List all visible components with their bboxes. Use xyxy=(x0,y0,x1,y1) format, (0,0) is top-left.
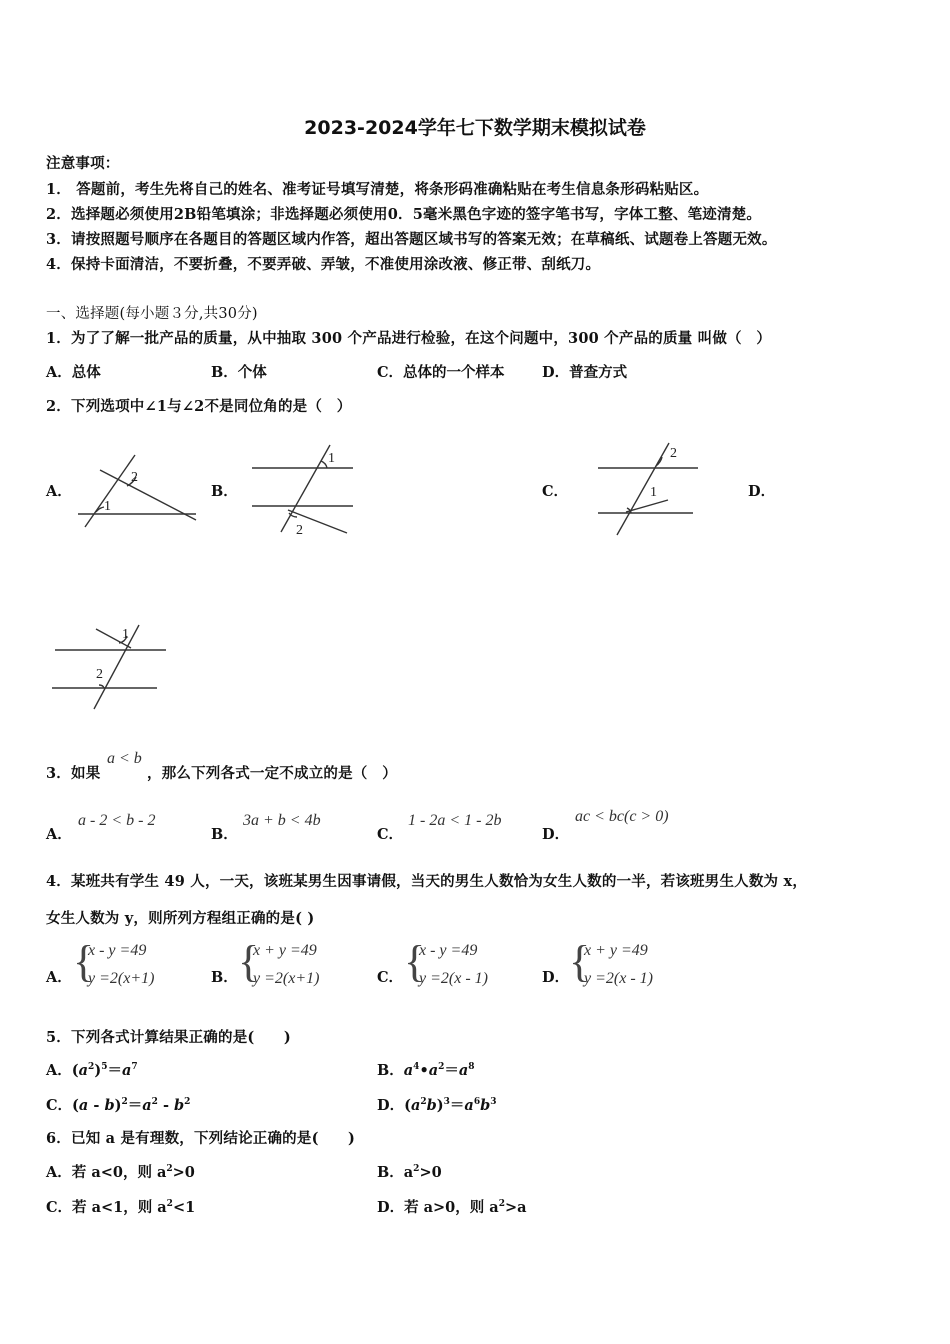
q4-c-eq1: x - y =49 xyxy=(419,942,478,959)
q3-option-b: 3a + b < 4b xyxy=(243,812,321,829)
q3-label-c: C． xyxy=(377,826,404,843)
q5-option-b: B．$a^4•a^2=a^8$ xyxy=(377,1062,475,1079)
q1-option-a: A．总体 xyxy=(46,364,101,381)
q4-a-eq2: y =2(x+1) xyxy=(88,970,155,987)
q2-label-a: A． xyxy=(46,483,72,500)
question-2-stem: 2．下列选项中∠1与∠2不是同位角的是（ ） xyxy=(46,398,352,415)
q1-option-c: C．总体的一个样本 xyxy=(377,364,505,381)
diagram-a-angle-1: 1 xyxy=(104,499,111,514)
q1-option-b: B．个体 xyxy=(211,364,267,381)
diagram-c-angle-2: 2 xyxy=(670,446,677,461)
q6-option-d: D．若 a>0，则 $a^2>a$ xyxy=(377,1199,527,1216)
q4-label-d: D． xyxy=(542,969,570,986)
q2-label-c: C． xyxy=(542,483,569,500)
q3-label-a: A． xyxy=(46,826,72,843)
q2-label-d: D． xyxy=(748,483,776,500)
question-3-stem-post: ，那么下列各式一定不成立的是（ ） xyxy=(147,765,397,782)
q3-option-a: a - 2 < b - 2 xyxy=(78,812,156,829)
q6-option-a: A．若 a<0，则 $a^2>0$ xyxy=(46,1164,195,1181)
q1-option-d: D．普查方式 xyxy=(542,364,628,381)
q3-label-d: D． xyxy=(542,826,570,843)
diagram-d xyxy=(52,625,166,709)
notice-heading: 注意事项： xyxy=(46,155,120,172)
q3-label-b: B． xyxy=(211,826,238,843)
q4-label-b: B． xyxy=(211,969,238,986)
q4-b-eq2: y =2(x+1) xyxy=(253,970,320,987)
q5-option-a: A．$(a^2)^5=a^7$ xyxy=(46,1062,138,1079)
q6-option-b: B．$a^2>0$ xyxy=(377,1164,442,1181)
page-title: 2023-2024学年七下数学期末模拟试卷 xyxy=(304,117,646,139)
q4-d-eq2: y =2(x - 1) xyxy=(584,970,653,987)
q4-label-c: C． xyxy=(377,969,404,986)
diagram-b-angle-1: 1 xyxy=(328,451,335,466)
question-6-stem: 6．已知 a 是有理数，下列结论正确的是( ) xyxy=(46,1130,356,1147)
q5-option-d: D．$(a^2b)^3=a^6b^3$ xyxy=(377,1097,497,1114)
notice-item: 1． 答题前，考生先将自己的姓名、准考证号填写清楚，将条形码准确粘贴在考生信息条形码粘贴区。 xyxy=(46,181,709,198)
notice-item: 2．选择题必须使用2B铅笔填涂；非选择题必须使用0．5毫米黑色字迹的签字笔书写，字体工整、笔迹清楚。 xyxy=(46,206,762,223)
question-1-stem: 1．为了了解一批产品的质量，从中抽取 300 个产品进行检验，在这个问题中，300 个产品的质量 叫做（ ） xyxy=(46,330,772,347)
diagram-b-angle-2: 2 xyxy=(296,523,303,538)
notice-item: 4．保持卡面清洁，不要折叠，不要弄破、弄皱，不准使用涂改液、修正带、刮纸刀。 xyxy=(46,256,601,273)
diagram-a-angle-2: 2 xyxy=(131,470,138,485)
question-3-stem-pre: 3．如果 xyxy=(46,765,101,782)
question-3-condition: a < b xyxy=(107,750,142,767)
question-4-stem-cont: 女生人数为 y，则所列方程组正确的是( ) xyxy=(46,910,315,927)
q6-option-c: C．若 a<1，则 $a^2<1$ xyxy=(46,1199,196,1216)
q4-b-eq1: x + y =49 xyxy=(253,942,317,959)
diagram-b xyxy=(252,445,353,533)
notice-item: 3．请按照题号顺序在各题目的答题区域内作答，超出答题区域书写的答案无效；在草稿纸、试题卷上答题无效。 xyxy=(46,231,777,248)
diagram-d-angle-2: 2 xyxy=(96,667,103,682)
q5-option-c: C．$(a - b)^2=a^2 - b^2$ xyxy=(46,1097,191,1114)
q3-option-c: 1 - 2a < 1 - 2b xyxy=(408,812,502,829)
q3-option-d: ac < bc(c > 0) xyxy=(575,808,669,825)
q4-a-eq1: x - y =49 xyxy=(88,942,147,959)
q4-c-eq2: y =2(x - 1) xyxy=(419,970,488,987)
question-4-stem: 4．某班共有学生 49 人，一天，该班某男生因事请假，当天的男生人数恰为女生人数的一半，若该班男生人数为 x， xyxy=(46,873,808,890)
diagram-c xyxy=(598,443,698,535)
section-heading: 一、选择题(每小题３分,共30分) xyxy=(46,306,258,322)
q4-label-a: A． xyxy=(46,969,72,986)
diagram-a xyxy=(78,455,196,527)
diagram-d-angle-1: 1 xyxy=(122,627,129,642)
q2-label-b: B． xyxy=(211,483,238,500)
diagram-c-angle-1: 1 xyxy=(650,485,657,500)
q4-d-eq1: x + y =49 xyxy=(584,942,648,959)
question-5-stem: 5．下列各式计算结果正确的是( ) xyxy=(46,1029,291,1046)
